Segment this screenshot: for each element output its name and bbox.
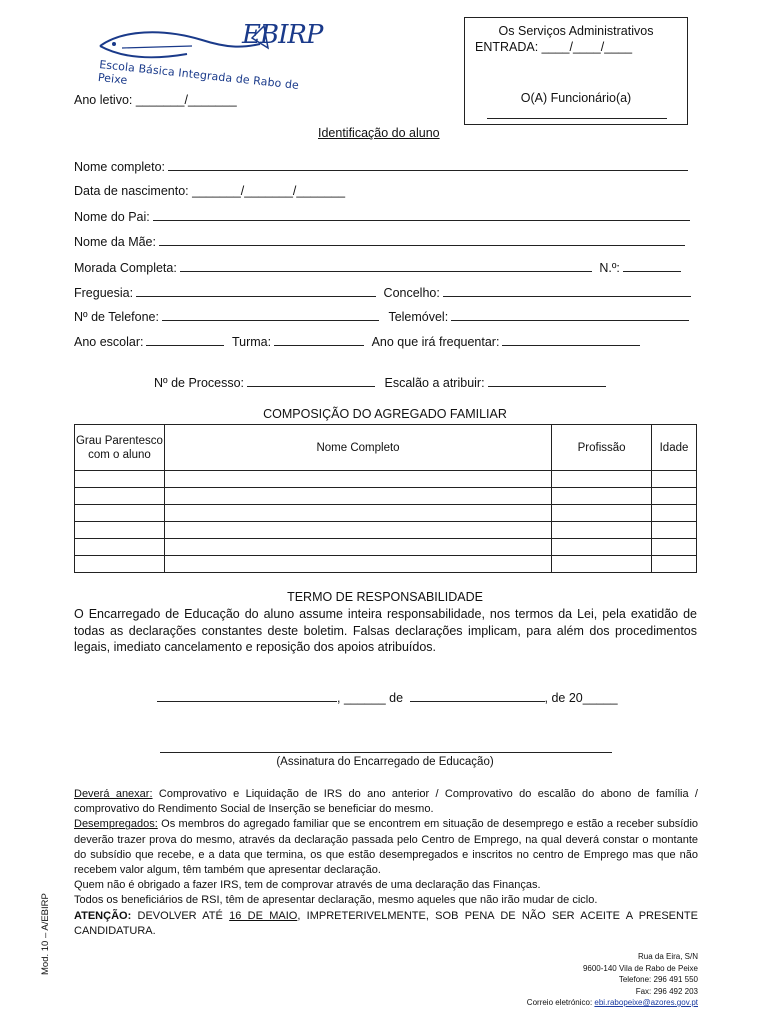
telemovel-input[interactable]: [451, 309, 689, 321]
table-cell[interactable]: [552, 471, 652, 488]
table-cell[interactable]: [652, 556, 697, 573]
table-row: [75, 505, 697, 522]
table-cell[interactable]: [75, 539, 165, 556]
nome-mae-input[interactable]: [159, 234, 685, 246]
atencao-pre: DEVOLVER ATÉ: [131, 909, 230, 922]
services-box: [464, 17, 688, 125]
logo-school-name: Escola Básica Integrada de Rabo de Peixe: [97, 58, 300, 92]
signature-caption: (Assinatura do Encarregado de Educação): [276, 756, 494, 768]
table-row: [75, 539, 697, 556]
table-row: [75, 556, 697, 573]
freguesia-label: Freguesia:: [74, 286, 134, 300]
table-cell[interactable]: [164, 505, 551, 522]
address-postal: 9600-140 Vila de Rabo de Peixe: [582, 963, 698, 973]
numero-label: N.º:: [599, 261, 620, 275]
table-cell[interactable]: [552, 556, 652, 573]
nome-pai-input[interactable]: [153, 209, 690, 221]
address-fax: Fax: 296 492 203: [635, 986, 698, 996]
nome-pai-row: [74, 209, 690, 224]
school-logo: [92, 18, 323, 92]
processo-label: Nº de Processo:: [154, 376, 245, 390]
anexar-text: Comprovativo e Liquidação de IRS do ano anterior / Comprovativo do escalão do abono de família / comprovativo do Rendimento Social de Inserção se beneficiar do mesmo.: [74, 788, 698, 816]
nome-mae-row: [74, 234, 685, 249]
address-street: Rua da Eira, S/N: [637, 952, 698, 961]
table-row: [75, 488, 697, 505]
email-label: Correio eletrónico:: [526, 998, 593, 1007]
ano-escolar-input[interactable]: [146, 334, 224, 346]
table-cell[interactable]: [652, 471, 697, 488]
signature-line[interactable]: [160, 752, 612, 753]
table-cell[interactable]: [652, 539, 697, 556]
desempregados-label: Desempregados:: [74, 818, 158, 831]
nome-pai-label: Nome do Pai:: [74, 210, 150, 224]
email-link[interactable]: ebi.rabopeixe@azores.gov.pt: [594, 998, 698, 1007]
table-row: [75, 522, 697, 539]
termo-body: O Encarregado de Educação do aluno assume inteira responsabilidade, nos termos da Lei, pela exatidão de todas as declarações constantes deste boletim. Falsas declarações implicam, para além dos procedimentos legais, imediato cancelamento e reposição dos apoios atribuídos.: [74, 607, 697, 654]
col-profissao: Profissão: [552, 425, 652, 471]
table-cell[interactable]: [164, 539, 551, 556]
table-cell[interactable]: [75, 488, 165, 505]
freguesia-input[interactable]: [136, 285, 376, 297]
morada-row: [74, 260, 681, 275]
concelho-label: Concelho:: [383, 286, 440, 300]
ano-frequentar-input[interactable]: [502, 334, 640, 346]
nome-completo-row: [74, 159, 688, 174]
anexar-label: Deverá anexar:: [74, 788, 153, 800]
telefone-input[interactable]: [162, 309, 379, 321]
table-cell[interactable]: [552, 522, 652, 539]
telefone-row: [74, 309, 689, 324]
form-model-code: Mod. 10 – A/EBIRP: [40, 893, 51, 975]
nome-completo-input[interactable]: [168, 159, 688, 171]
col-nome: Nome Completo: [164, 425, 551, 471]
escalao-input[interactable]: [488, 375, 606, 387]
address-telefone: Telefone: 296 491 550: [618, 975, 698, 984]
table-row: [75, 471, 697, 488]
col-grau: Grau Parentesco com o aluno: [75, 425, 165, 471]
table-cell[interactable]: [652, 522, 697, 539]
ano-escolar-label: Ano escolar:: [74, 335, 144, 349]
entrada-field[interactable]: ENTRADA: ____/____/____: [475, 40, 633, 54]
agregado-table: [74, 424, 697, 573]
table-cell[interactable]: [552, 505, 652, 522]
logo-acronym: EBIRP: [242, 20, 323, 50]
table-cell[interactable]: [164, 488, 551, 505]
numero-input[interactable]: [623, 260, 681, 272]
turma-label: Turma:: [231, 335, 272, 349]
table-cell[interactable]: [164, 471, 551, 488]
data-nascimento-field[interactable]: Data de nascimento: _______/_______/_______: [74, 184, 346, 198]
ano-frequentar-label: Ano que irá frequentar:: [371, 335, 500, 349]
note-desempregados: [74, 817, 698, 878]
note-anexar: [74, 787, 698, 817]
note-irs: Quem não é obrigado a fazer IRS, tem de comprovar através de uma declaração das Finanças.: [74, 879, 541, 892]
nome-completo-label: Nome completo:: [74, 160, 166, 174]
table-cell[interactable]: [164, 556, 551, 573]
services-title: Os Serviços Administrativos: [498, 24, 654, 38]
nome-mae-label: Nome da Mãe:: [74, 235, 156, 249]
table-cell[interactable]: [75, 522, 165, 539]
telefone-label: Nº de Telefone:: [74, 310, 159, 324]
notes: [74, 787, 698, 939]
table-cell[interactable]: [552, 488, 652, 505]
funcionario-signature-line[interactable]: [487, 118, 667, 119]
agregado-title: COMPOSIÇÃO DO AGREGADO FAMILIAR: [263, 407, 507, 421]
freguesia-row: [74, 285, 691, 300]
ano-escolar-row: [74, 334, 640, 349]
morada-input[interactable]: [180, 260, 592, 272]
date-line: [157, 690, 618, 705]
school-address: [527, 951, 698, 1009]
table-cell[interactable]: [652, 488, 697, 505]
turma-input[interactable]: [274, 334, 364, 346]
month-input[interactable]: [410, 690, 545, 702]
note-atencao: [74, 909, 698, 939]
col-idade: Idade: [652, 425, 697, 471]
table-cell[interactable]: [75, 471, 165, 488]
address-email-row: [527, 997, 698, 1009]
atencao-post: , IMPRETERIVELMENTE, SOB PENA DE NÃO SER ACEITE A PRESENTE CANDIDATURA.: [74, 909, 698, 937]
local-input[interactable]: [157, 690, 337, 702]
processo-input[interactable]: [247, 375, 375, 387]
telemovel-label: Telemóvel:: [388, 310, 449, 324]
table-cell[interactable]: [552, 539, 652, 556]
note-rsi: Todos os beneficiários de RSI, têm de apresentar declaração, mesmo aqueles que não irão mudar de ciclo.: [74, 894, 598, 907]
desempregados-text: Os membros do agregado familiar que se encontrem em situação de desemprego e estão a receber subsídio deverão trazer prova do mesmo, através da declaração passada pelo Centro de Emprego, na qual deverá constar o montante do subsídio que recebe, e a data que termina, os que estão desempregados e inscritos no centro de Emprego mas que não recebem valor algum, têm também que apresentar declaração.: [74, 818, 698, 877]
funcionario-label: O(A) Funcionário(a): [520, 91, 632, 105]
atencao-date: 16 DE MAIO: [229, 909, 298, 922]
morada-label: Morada Completa:: [74, 261, 177, 275]
section-title: Identificação do aluno: [318, 126, 440, 140]
date-de-1: , ______ de: [337, 691, 404, 705]
table-cell[interactable]: [75, 556, 165, 573]
table-cell[interactable]: [652, 505, 697, 522]
concelho-input[interactable]: [443, 285, 691, 297]
atencao-label: ATENÇÃO:: [74, 909, 132, 922]
processo-row: [154, 375, 606, 390]
termo-title: TERMO DE RESPONSABILIDADE: [287, 590, 483, 604]
table-cell[interactable]: [75, 505, 165, 522]
escalao-label: Escalão a atribuir:: [384, 376, 485, 390]
date-de-2: , de 20_____: [544, 691, 618, 705]
ano-letivo-field[interactable]: Ano letivo: _______/_______: [74, 93, 237, 107]
table-cell[interactable]: [164, 522, 551, 539]
